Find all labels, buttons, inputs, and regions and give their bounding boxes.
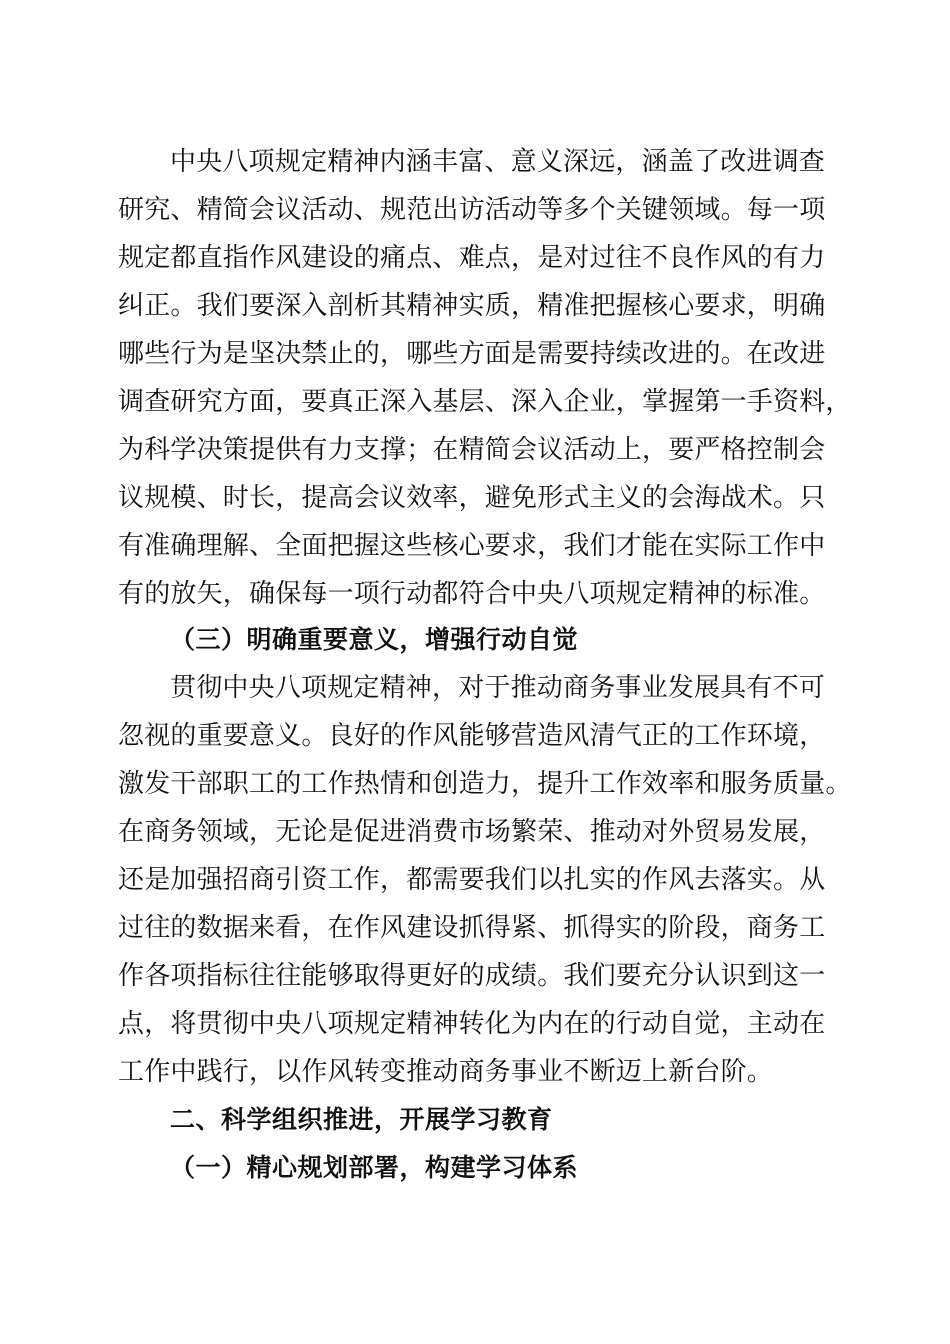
section-heading-two: 二、科学组织推进，开展学习教育 xyxy=(170,1105,553,1134)
paragraph-1-line-5: 哪些行为是坚决禁止的，哪些方面是需要持续改进的。在改进 xyxy=(118,339,826,369)
paragraph-2-line-7: 作各项指标往往能够取得更好的成绩。我们要充分认识到这一 xyxy=(118,961,826,991)
paragraph-1-line-8: 议规模、时长，提高会议效率，避免形式主义的会海战术。只 xyxy=(118,483,826,513)
paragraph-2-line-8: 点，将贯彻中央八项规定精神转化为内在的行动自觉，主动在 xyxy=(118,1009,826,1039)
paragraph-1-line-9: 有准确理解、全面把握这些核心要求，我们才能在实际工作中 xyxy=(118,531,826,561)
paragraph-1-line-2: 研究、精简会议活动、规范出访活动等多个关键领域。每一项 xyxy=(118,195,826,225)
paragraph-1-line-1: 中央八项规定精神内涵丰富、意义深远，涵盖了改进调查 xyxy=(170,147,826,177)
paragraph-2-line-6: 过往的数据来看，在作风建设抓得紧、抓得实的阶段，商务工 xyxy=(118,913,826,943)
paragraph-1-line-10: 有的放矢，确保每一项行动都符合中央八项规定精神的标准。 xyxy=(118,579,826,609)
paragraph-1-line-6: 调查研究方面，要真正深入基层、深入企业，掌握第一手资料， xyxy=(118,387,852,417)
subheading-three: （三）明确重要意义，增强行动自觉 xyxy=(170,625,579,654)
paragraph-1-line-7: 为科学决策提供有力支撑；在精简会议活动上，要严格控制会 xyxy=(118,435,826,465)
paragraph-2-line-2: 忽视的重要意义。良好的作风能够营造风清气正的工作环境， xyxy=(118,721,826,751)
paragraph-2-line-3: 激发干部职工的工作热情和创造力，提升工作效率和服务质量。 xyxy=(118,769,852,799)
subheading-one: （一）精心规划部署，构建学习体系 xyxy=(170,1153,579,1182)
paragraph-2-line-1: 贯彻中央八项规定精神，对于推动商务事业发展具有不可 xyxy=(170,673,826,703)
paragraph-1-line-4: 纠正。我们要深入剖析其精神实质，精准把握核心要求，明确 xyxy=(118,291,826,321)
paragraph-2-line-9: 工作中践行，以作风转变推动商务事业不断迈上新台阶。 xyxy=(118,1057,774,1087)
paragraph-2-line-5: 还是加强招商引资工作，都需要我们以扎实的作风去落实。从 xyxy=(118,865,826,895)
paragraph-1-line-3: 规定都直指作风建设的痛点、难点，是对过往不良作风的有力 xyxy=(118,243,826,273)
paragraph-2-line-4: 在商务领域，无论是促进消费市场繁荣、推动对外贸易发展， xyxy=(118,817,826,847)
